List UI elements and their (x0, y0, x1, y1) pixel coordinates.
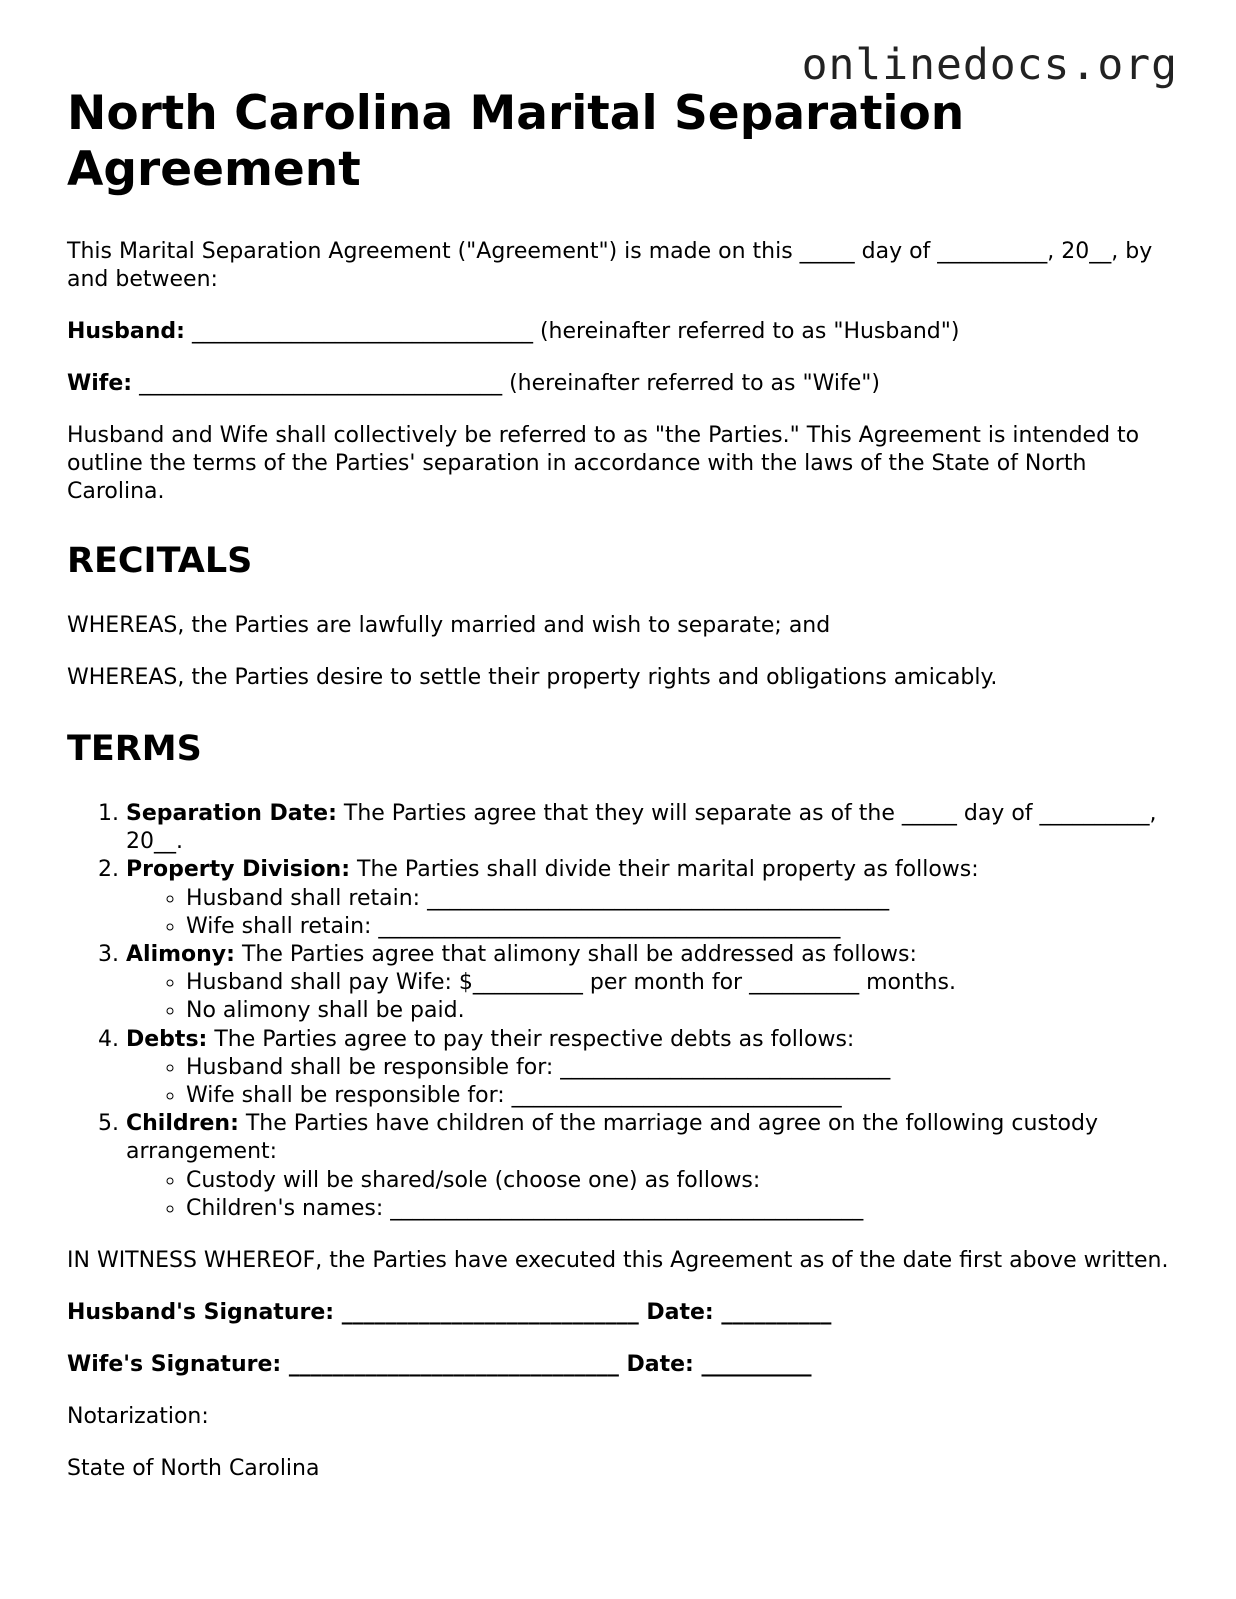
sub-item: ◦ Wife shall retain: __________________________________________ (186, 913, 1177, 941)
sub-item: ◦ Husband shall pay Wife: $__________ per month for __________ months. (186, 969, 1177, 997)
terms-list (67, 800, 1177, 1223)
wife-text: _________________________________ (hereinafter referred to as "Wife") (132, 371, 880, 396)
term-debts (126, 1026, 1177, 1111)
term-text: The Parties have children of the marriage and agree on the following custody arrangement: (126, 1111, 1098, 1165)
term-sublist (126, 885, 1177, 941)
term-sublist (126, 1054, 1177, 1110)
terms-heading: TERMS (67, 729, 202, 769)
term-text: The Parties agree that alimony shall be addressed as follows: (234, 942, 917, 968)
intro-paragraph: This Marital Separation Agreement ("Agreement") is made on this _____ day of __________, 20__, by and between: (67, 239, 1153, 292)
witness-paragraph: IN WITNESS WHEREOF, the Parties have executed this Agreement as of the date first above written. (67, 1248, 1169, 1274)
term-text: The Parties agree to pay their respective debts as follows: (207, 1026, 855, 1052)
husband-line (67, 318, 1177, 346)
term-text: The Parties agree that they will separate as of the _____ day of __________, 20__. (126, 801, 1157, 855)
sub-item: ◦ Wife shall be responsible for: ______________________________ (186, 1082, 1177, 1110)
term-label: Alimony: (126, 942, 235, 968)
document-page (67, 86, 1177, 1483)
wife-line (67, 370, 1177, 398)
wife-signature-line: Wife's Signature: ______________________________ Date: __________ (67, 1352, 812, 1378)
term-separation-date (126, 800, 1177, 856)
husband-text: _______________________________ (hereinafter referred to as "Husband") (184, 319, 960, 344)
term-children (126, 1110, 1177, 1223)
page-title: North Carolina Marital Separation Agreement (67, 86, 965, 197)
state-line: State of North Carolina (67, 1456, 320, 1482)
notarization-label: Notarization: (67, 1404, 209, 1430)
term-label: Debts: (126, 1026, 208, 1052)
sub-item: ◦ Husband shall retain: __________________________________________ (186, 885, 1177, 913)
recital-item: WHEREAS, the Parties desire to settle their property rights and obligations amicably. (67, 665, 998, 690)
husband-signature-line: Husband's Signature: ___________________________ Date: __________ (67, 1300, 832, 1326)
term-label: Separation Date: (126, 801, 337, 826)
wife-label: Wife: (67, 371, 133, 396)
sub-item: ◦ Custody will be shared/sole (choose one) as follows: (186, 1167, 1177, 1195)
husband-label: Husband: (67, 319, 185, 344)
sub-item: ◦ Children's names: ___________________________________________ (186, 1195, 1177, 1223)
sub-item: ◦ No alimony shall be paid. (186, 997, 1177, 1025)
term-sublist (126, 969, 1177, 1025)
term-text: The Parties shall divide their marital property as follows: (350, 857, 979, 883)
sub-item: ◦ Husband shall be responsible for: ______________________________ (186, 1054, 1177, 1082)
term-label: Property Division: (126, 857, 351, 883)
recitals-heading: RECITALS (67, 541, 253, 581)
site-watermark: onlinedocs.org (801, 40, 1178, 90)
recital-item: WHEREAS, the Parties are lawfully married and wish to separate; and (67, 613, 831, 638)
term-sublist (126, 1167, 1177, 1223)
term-property-division (126, 856, 1177, 941)
term-alimony (126, 941, 1177, 1026)
term-label: Children: (126, 1111, 239, 1137)
collective-paragraph: Husband and Wife shall collectively be referred to as "the Parties." This Agreement is intended to outline the terms of the Parties' separation in accordance with the laws of the State of North Carolina. (67, 423, 1140, 504)
